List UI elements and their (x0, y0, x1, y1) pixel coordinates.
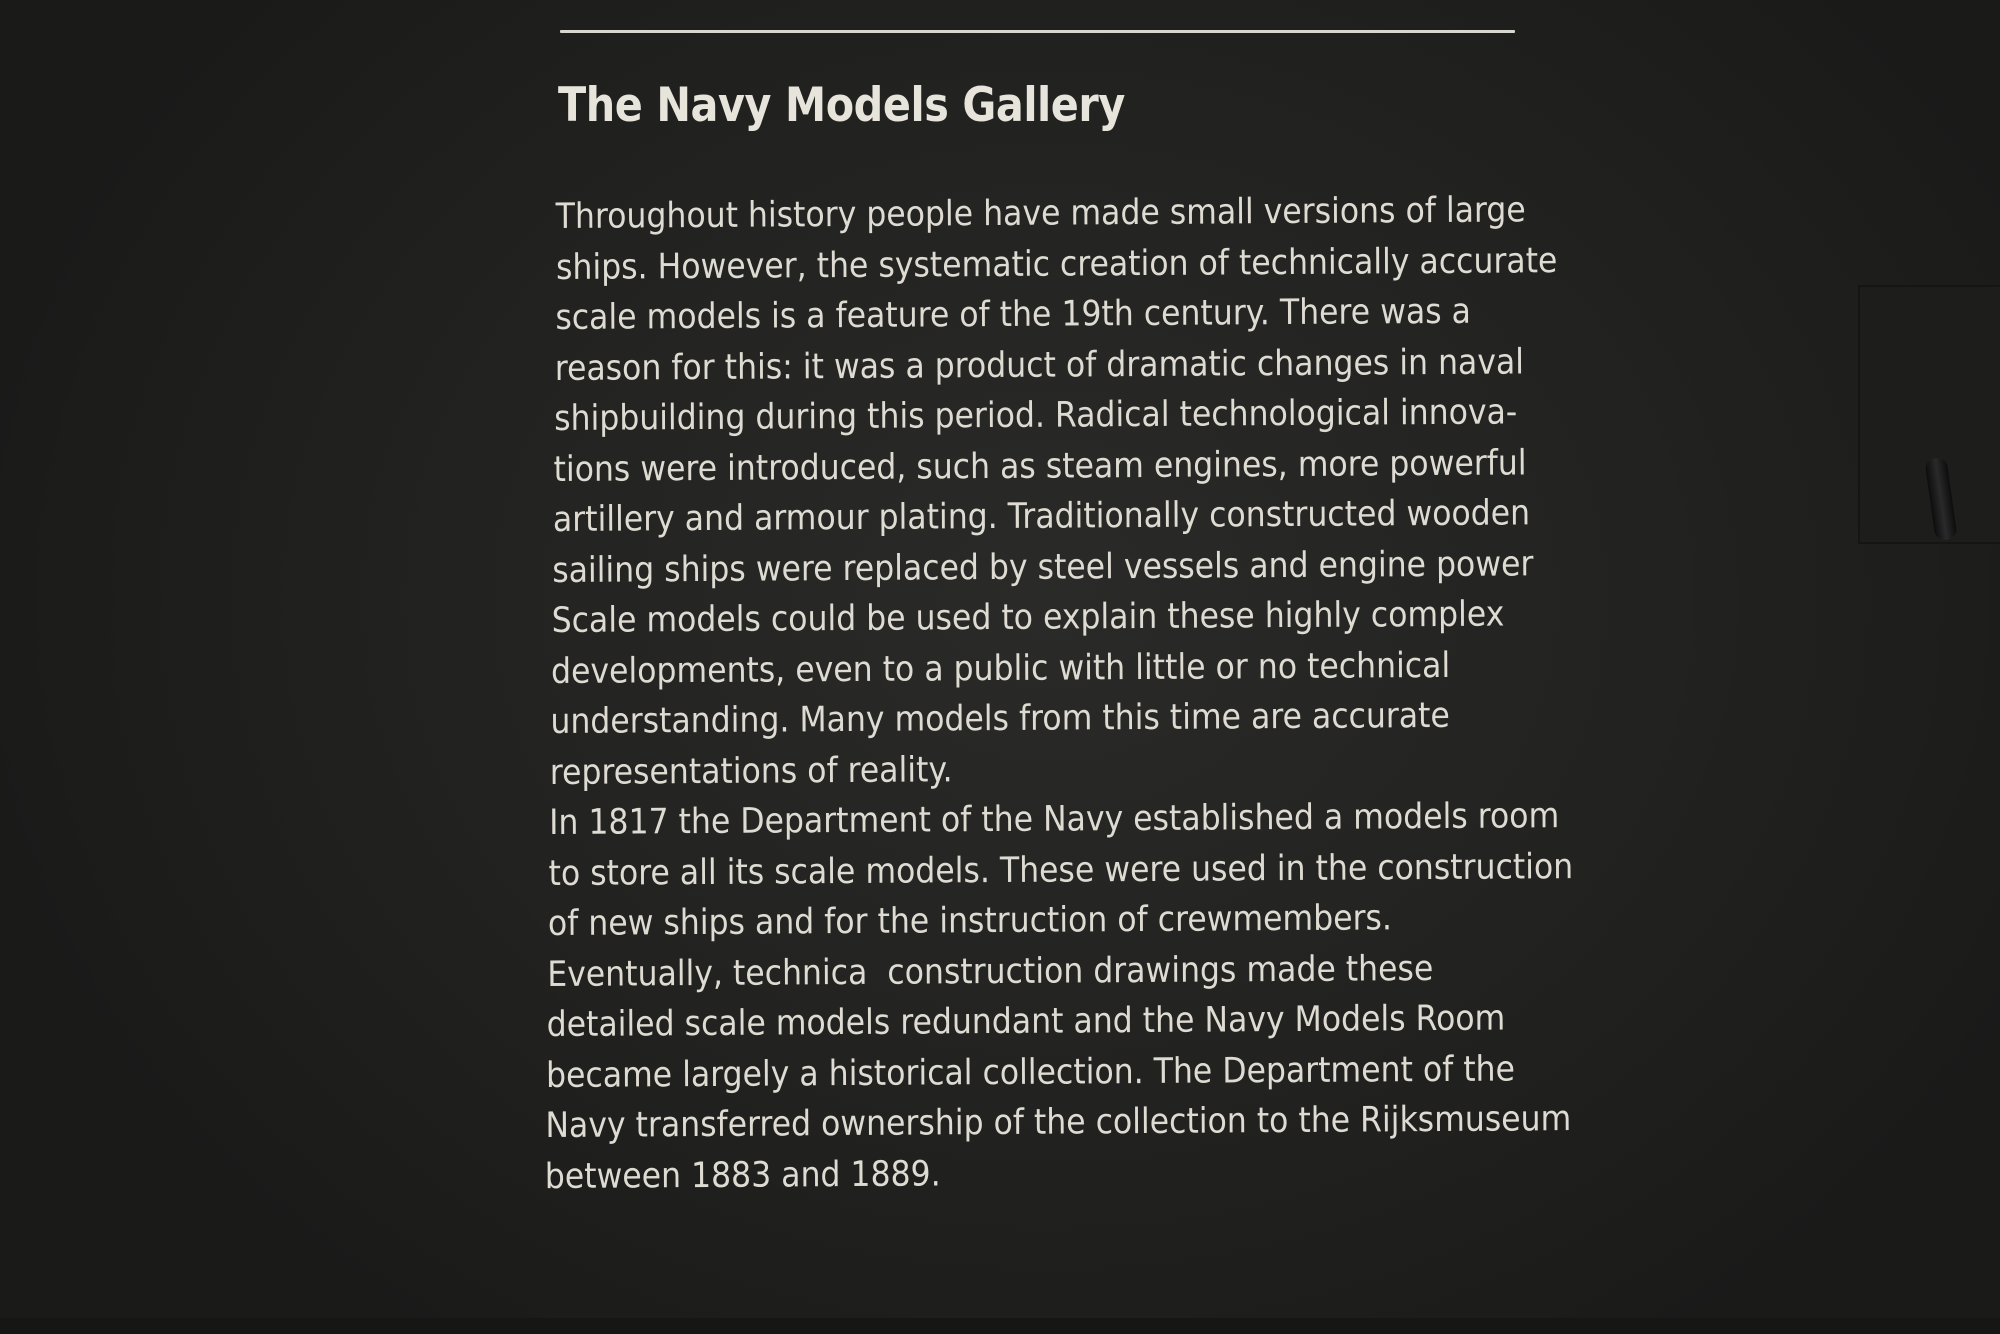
floor-edge (0, 1318, 2000, 1334)
text-line: Eventually, technica construction drawings made these (547, 948, 1434, 995)
sign-title: The Navy Models Gallery (558, 78, 1125, 133)
text-line: sailing ships were replaced by steel vessels and engine power (552, 543, 1534, 591)
text-line: representations of reality. (549, 749, 953, 793)
text-line: Scale models could be used to explain these highly complex (551, 594, 1505, 642)
text-line: Throughout history people have made small versions of large (555, 190, 1526, 237)
text-line: shipbuilding during this period. Radical technological innova- (554, 392, 1518, 439)
text-line: artillery and armour plating. Traditionally constructed wooden (552, 493, 1531, 540)
text-line: In 1817 the Department of the Navy established a models room (549, 796, 1560, 844)
wall-door-panel (1858, 285, 2000, 544)
text-line: became largely a historical collection. The Department of the (545, 1048, 1516, 1096)
text-line: Navy transferred ownership of the collection to the Rijksmuseum (545, 1099, 1572, 1147)
text-line: developments, even to a public with little or no technical (550, 645, 1451, 692)
top-rule-line (560, 30, 1515, 33)
text-line: ships. However, the systematic creation of technically accurate (555, 240, 1558, 288)
text-line: to store all its scale models. These were used in the construction (548, 846, 1574, 894)
text-line: understanding. Many models from this time are accurate (550, 695, 1450, 743)
text-line: detailed scale models redundant and the Navy Models Room (546, 998, 1506, 1046)
text-line: between 1883 and 1889. (544, 1153, 941, 1197)
text-line: reason for this: it was a product of dramatic changes in naval (554, 341, 1525, 389)
text-line: tions were introduced, such as steam engines, more powerful (553, 442, 1527, 490)
text-line: of new ships and for the instruction of crewmembers. (547, 898, 1393, 945)
sign-body-text (544, 185, 1574, 1202)
text-line: scale models is a feature of the 19th century. There was a (555, 291, 1472, 338)
